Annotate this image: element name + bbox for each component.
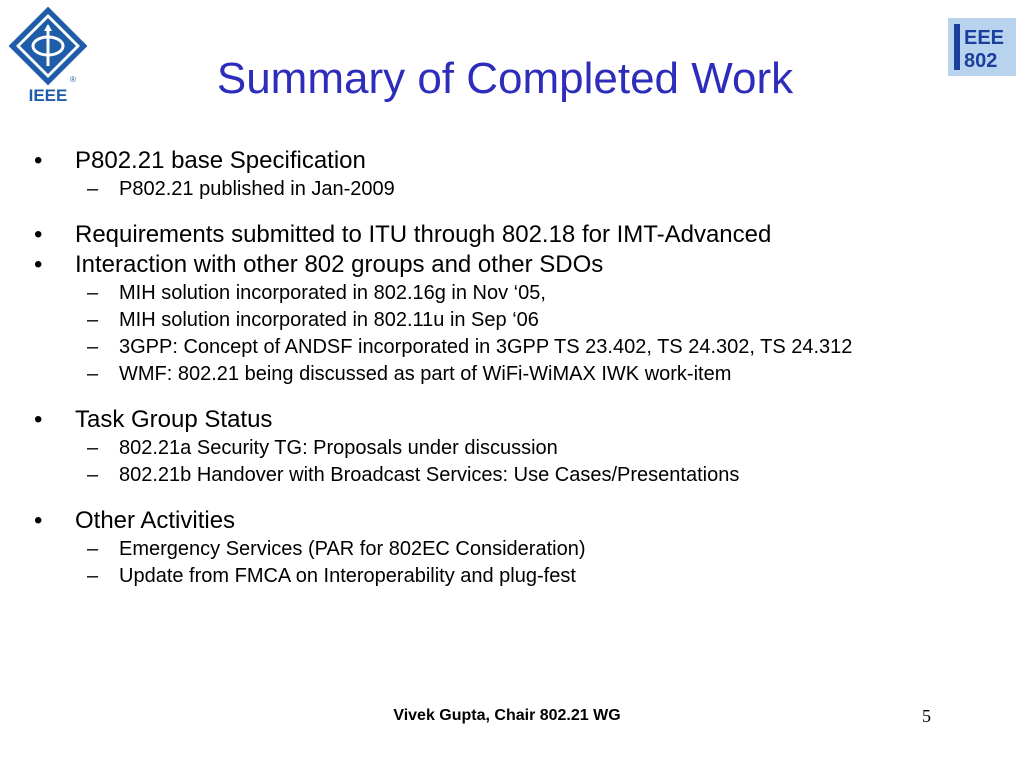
ieee-802-logo-top: EEE xyxy=(964,27,1005,49)
bullet-glyph: • xyxy=(34,221,43,248)
bullet-glyph: • xyxy=(34,507,43,534)
sub-bullet-item xyxy=(34,462,1004,489)
sub-bullet-item xyxy=(34,334,1004,361)
bullet-text: Task Group Status xyxy=(75,406,273,433)
sub-bullet-text: WMF: 802.21 being discussed as part of WiFi-WiMAX IWK work-item xyxy=(119,363,732,385)
sub-bullet-item xyxy=(34,435,1004,462)
bullet-item xyxy=(34,506,1004,536)
dash-glyph: – xyxy=(87,363,99,385)
bullet-item xyxy=(34,220,1004,250)
sub-bullet-text: 802.21b Handover with Broadcast Services: Use Cases/Presentations xyxy=(119,464,740,486)
dash-glyph: – xyxy=(87,309,99,331)
bullet-glyph: • xyxy=(34,251,43,278)
dash-glyph: – xyxy=(87,178,99,200)
sub-bullet-item xyxy=(34,176,1004,203)
sub-bullet-text: P802.21 published in Jan-2009 xyxy=(119,178,395,200)
sub-bullet-item xyxy=(34,563,1004,590)
sub-bullet-item xyxy=(34,536,1004,563)
dash-glyph: – xyxy=(87,336,99,358)
sub-bullet-text: Update from FMCA on Interoperability and plug-fest xyxy=(119,565,576,587)
bullet-text: Requirements submitted to ITU through 802.18 for IMT-Advanced xyxy=(75,221,772,248)
sub-bullet-item xyxy=(34,280,1004,307)
bullet-text: P802.21 base Specification xyxy=(75,147,366,174)
bullet-glyph: • xyxy=(34,147,43,174)
sub-bullet-text: MIH solution incorporated in 802.11u in Sep ‘06 xyxy=(119,309,539,331)
sub-bullet-text: 3GPP: Concept of ANDSF incorporated in 3GPP TS 23.402, TS 24.302, TS 24.312 xyxy=(119,336,853,358)
dash-glyph: – xyxy=(87,437,99,459)
ieee-logo-text: IEEE xyxy=(28,86,68,104)
bullet-item xyxy=(34,250,1004,280)
slide-body xyxy=(34,146,1004,590)
sub-bullet-text: Emergency Services (PAR for 802EC Consideration) xyxy=(119,538,586,560)
dash-glyph: – xyxy=(87,282,99,304)
svg-text:®: ® xyxy=(70,75,76,84)
bullet-glyph: • xyxy=(34,406,43,433)
sub-bullet-item xyxy=(34,307,1004,334)
dash-glyph: – xyxy=(87,565,99,587)
slide-title: Summary of Completed Work xyxy=(216,54,794,103)
ieee-802-logo-bottom: 802 xyxy=(964,50,998,72)
footer-author: Vivek Gupta, Chair 802.21 WG xyxy=(393,707,621,724)
bullet-item xyxy=(34,146,1004,176)
page-number: 5 xyxy=(922,706,931,726)
sub-bullet-item xyxy=(34,361,1004,388)
sub-bullet-text: 802.21a Security TG: Proposals under discussion xyxy=(119,437,558,459)
bullet-text: Interaction with other 802 groups and other SDOs xyxy=(75,251,604,278)
sub-bullet-text: MIH solution incorporated in 802.16g in Nov ‘05, xyxy=(119,282,546,304)
dash-glyph: – xyxy=(87,538,99,560)
bullet-item xyxy=(34,405,1004,435)
dash-glyph: – xyxy=(87,464,99,486)
bullet-text: Other Activities xyxy=(75,507,236,534)
